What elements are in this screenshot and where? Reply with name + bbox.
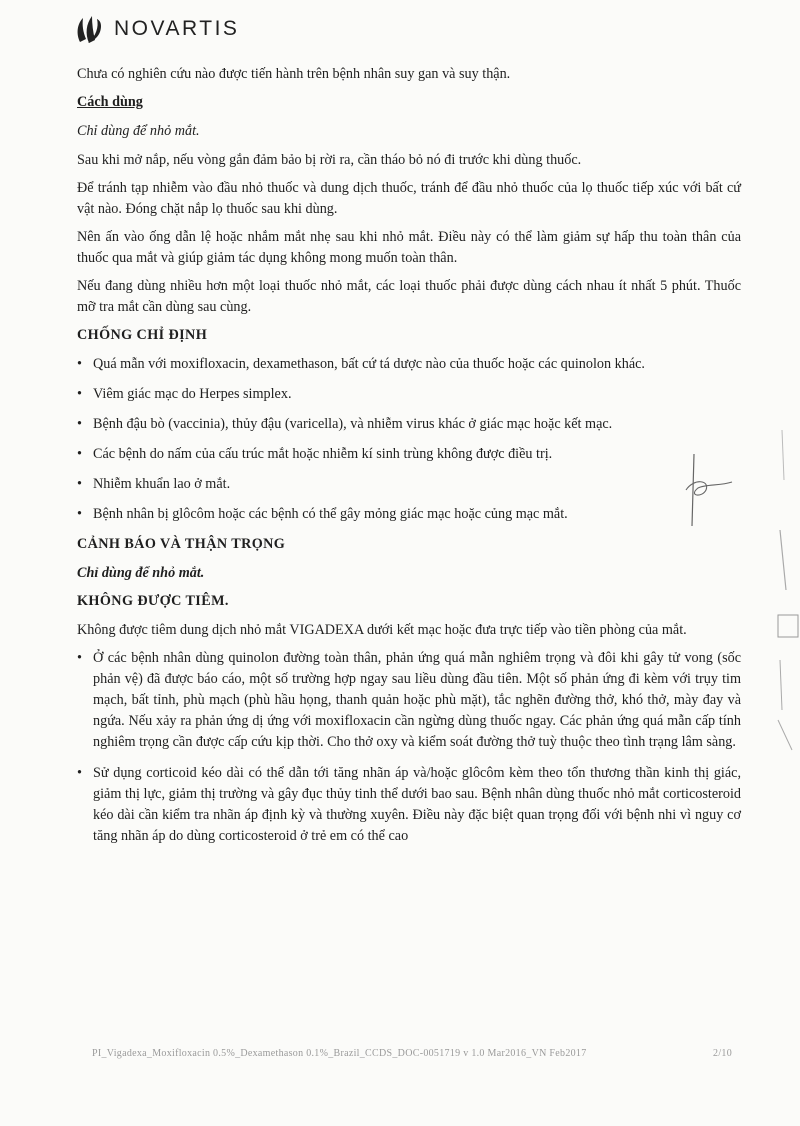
- usage-paragraph: Nên ấn vào ống dẫn lệ hoặc nhắm mắt nhẹ sau khi nhỏ mắt. Điều này có thể làm giảm sự hấp thu toàn thân của thuốc qua mắt và giúp giảm tác dụng không mong muốn toàn thân.: [77, 229, 741, 266]
- usage-paragraph: Để tránh tạp nhiễm vào đầu nhỏ thuốc và dung dịch thuốc, tránh để đầu nhỏ thuốc của lọ thuốc tiếp xúc với bất cứ vật nào. Đóng chặt nắp lọ thuốc sau khi dùng.: [77, 180, 741, 217]
- usage-heading: Cách dùng: [77, 94, 143, 110]
- warnings-eye-only: Chỉ dùng để nhỏ mắt.: [77, 565, 205, 581]
- page-footer: [92, 1048, 732, 1059]
- novartis-logo: [74, 12, 239, 46]
- usage-paragraph: Sau khi mở nắp, nếu vòng gắn đảm bảo bị rời ra, cần tháo bỏ nó đi trước khi dùng thuốc.: [77, 152, 582, 168]
- contraindications-list: [77, 354, 741, 525]
- page-edge-stamp-marks: [772, 420, 800, 780]
- brand-name: NOVARTIS: [114, 17, 240, 40]
- footer-page-number: 2/10: [713, 1048, 732, 1059]
- warnings-heading: CẢNH BÁO VÀ THẬN TRỌNG: [77, 536, 286, 552]
- document-body: [77, 64, 741, 857]
- no-injection-heading: KHÔNG ĐƯỢC TIÊM.: [77, 593, 229, 609]
- list-item: • Bệnh đậu bò (vaccinia), thủy đậu (varicella), và nhiễm virus khác ở giác mạc hoặc kết mạc.: [77, 414, 741, 435]
- contraindications-heading: CHỐNG CHỈ ĐỊNH: [77, 327, 208, 343]
- list-item: • Bệnh nhân bị glôcôm hoặc các bệnh có thể gây mỏng giác mạc hoặc củng mạc mắt.: [77, 504, 741, 525]
- usage-eye-only: Chỉ dùng để nhỏ mắt.: [77, 123, 200, 139]
- list-item: • Các bệnh do nấm của cấu trúc mắt hoặc nhiễm kí sinh trùng không được điều trị.: [77, 444, 741, 465]
- no-injection-paragraph: Không được tiêm dung dịch nhỏ mắt VIGADEXA dưới kết mạc hoặc đưa trực tiếp vào tiền phòng của mắt.: [77, 622, 687, 638]
- list-item: • Quá mẫn với moxifloxacin, dexamethason, bất cứ tá dược nào của thuốc hoặc các quinolon khác.: [77, 354, 741, 375]
- list-item: • Ở các bệnh nhân dùng quinolon đường toàn thân, phản ứng quá mẫn nghiêm trọng và đôi khi gây tử vong (sốc phản vệ) đã được báo cáo, một số trường hợp ngay sau liều dùng đầu tiên. Một số phản ứng đi kèm với trụy tim mạch, bất tỉnh, phù mạch (phù hầu họng, thanh quản hoặc phù mặt), tắc nghẽn đường thở, khó thở, mày đay và ngứa. Nếu xảy ra phản ứng dị ứng với moxifloxacin cần ngừng dùng thuốc ngay. Các phản ứng quá mẫn cấp tính nghiêm trọng cần được cấp cứu kịp thời. Cho thở oxy và kiểm soát đường thở tuỳ thuộc theo tình trạng lâm sàng.: [77, 648, 741, 753]
- novartis-flame-icon: [74, 12, 104, 46]
- handwritten-mark: [676, 446, 736, 536]
- warnings-list: [77, 648, 741, 847]
- list-item: • Sử dụng corticoid kéo dài có thể dẫn tới tăng nhãn áp và/hoặc glôcôm kèm theo tổn thương thần kinh thị giác, giảm thị lực, giảm thị trường và gây đục thủy tinh thể dưới bao sau. Bệnh nhân dùng thuốc nhỏ mắt corticosteroid kéo dài cần kiểm tra nhãn áp định kỳ và thường xuyên. Điều này đặc biệt quan trọng đối với bệnh nhi vì nguy cơ tăng nhãn áp do dùng corticosteroid ở trẻ em có thể cao: [77, 763, 741, 847]
- usage-paragraph: Nếu đang dùng nhiều hơn một loại thuốc nhỏ mắt, các loại thuốc phải được dùng cách nhau ít nhất 5 phút. Thuốc mỡ tra mắt cần dùng sau cùng.: [77, 278, 741, 315]
- intro-paragraph: Chưa có nghiên cứu nào được tiến hành trên bệnh nhân suy gan và suy thận.: [77, 66, 511, 82]
- list-item: • Nhiễm khuẩn lao ở mắt.: [77, 474, 741, 495]
- list-item: • Viêm giác mạc do Herpes simplex.: [77, 384, 741, 405]
- footer-doc-ref: PI_Vigadexa_Moxifloxacin 0.5%_Dexamethason 0.1%_Brazil_CCDS_DOC-0051719 v 1.0 Mar2016_VN Feb2017: [92, 1048, 587, 1059]
